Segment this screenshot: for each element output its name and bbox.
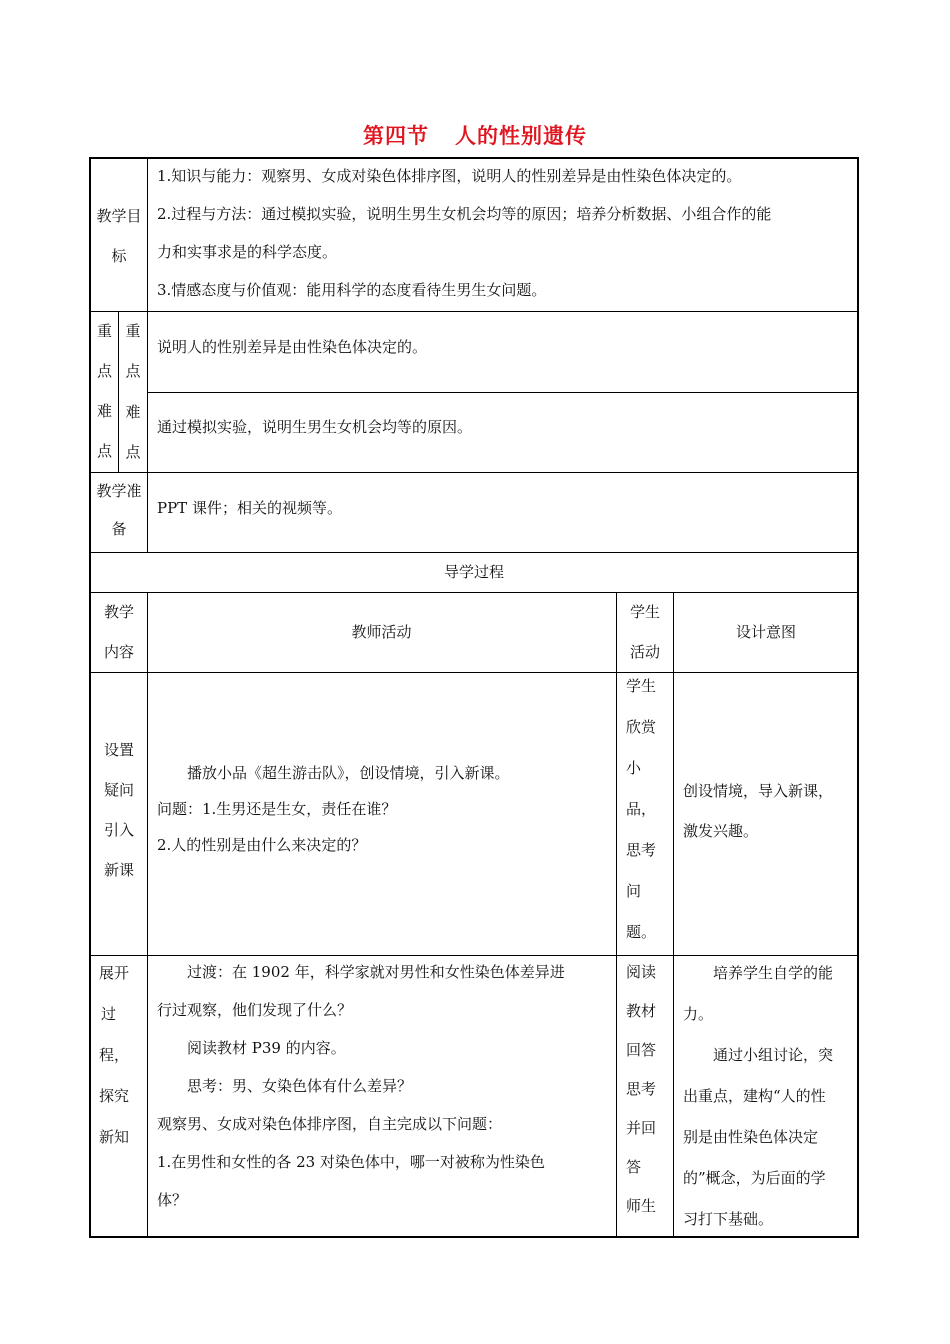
row-divider xyxy=(89,472,859,473)
column-header-student xyxy=(617,592,673,672)
header-line: 学生 xyxy=(629,603,660,621)
row1-content-line: 设置 xyxy=(103,741,134,759)
column-header-intent: 设计意图 xyxy=(735,623,796,641)
column-header-teacher: 教师活动 xyxy=(351,623,412,641)
title-topic: 人的性别遗传 xyxy=(455,123,587,148)
prep-label xyxy=(91,472,147,548)
row1-teacher-activity xyxy=(157,755,609,863)
row2-student-line: 思考 xyxy=(626,1080,657,1098)
keypoints-char: 点 xyxy=(96,362,112,380)
row2-intent-line: 别是由性染色体决定 xyxy=(683,1128,819,1146)
row1-design-intent xyxy=(683,771,855,851)
column-divider xyxy=(147,592,148,1238)
row1-content-line: 新课 xyxy=(103,861,134,879)
row2-intent-line: 通过小组讨论，突 xyxy=(713,1046,834,1064)
row2-teacher-line: 观察男、女成对染色体排序图，自主完成以下问题： xyxy=(157,1115,503,1133)
objective-2: 2.过程与方法：通过模拟实验，说明生男生女机会均等的原因；培养分析数据、小组合作的能 xyxy=(157,205,772,223)
row2-teacher-activity xyxy=(157,953,612,1219)
header-line: 活动 xyxy=(629,643,660,661)
objectives-content xyxy=(157,157,857,309)
row2-student-activity xyxy=(626,953,670,1226)
row2-content-line: 探究 xyxy=(99,1087,130,1105)
page-title xyxy=(0,120,950,150)
row2-teacher-line: 行过观察，他们发现了什么？ xyxy=(157,1001,353,1019)
row2-teacher-line: 1.在男性和女性的各 23 对染色体中，哪一对被称为性染色 xyxy=(157,1153,545,1171)
key-point-char: 重 xyxy=(125,322,141,340)
header-line: 内容 xyxy=(103,643,134,661)
difficult-point-text: 通过模拟实验，说明生男生女机会均等的原因。 xyxy=(157,418,473,436)
row2-content xyxy=(99,953,143,1158)
row2-teacher-line: 过渡：在 1902 年，科学家就对男性和女性染色体差异进 xyxy=(187,963,565,981)
row-divider xyxy=(89,672,859,673)
column-header-content xyxy=(91,592,147,672)
row2-intent-line: 力。 xyxy=(683,1005,714,1023)
keypoints-char: 重 xyxy=(96,322,112,340)
objective-1: 1.知识与能力：观察男、女成对染色体排序图，说明人的性别差异是由性染色体决定的。 xyxy=(157,167,742,185)
keypoints-char: 点 xyxy=(96,442,112,460)
difficult-point-char: 难 xyxy=(125,403,141,421)
row2-student-line: 答 xyxy=(626,1158,642,1176)
column-divider xyxy=(673,592,674,1238)
row2-content-line: 新知 xyxy=(99,1128,130,1146)
key-point-char: 点 xyxy=(125,362,141,380)
row1-intent-line: 创设情境，导入新课， xyxy=(683,782,834,800)
row2-teacher-line: 阅读教材 P39 的内容。 xyxy=(187,1039,346,1057)
difficult-point-label xyxy=(119,392,147,472)
objective-2-cont: 力和实事求是的科学态度。 xyxy=(157,243,338,261)
objective-3: 3.情感态度与价值观：能用科学的态度看待生男生女问题。 xyxy=(157,281,547,299)
row-divider xyxy=(89,311,859,312)
row1-student-line: 问 xyxy=(626,882,642,900)
row1-student-line: 题。 xyxy=(626,923,657,941)
key-point-label xyxy=(119,311,147,391)
row1-teacher-line: 2.人的性别是由什么来决定的？ xyxy=(157,836,367,854)
row1-teacher-line: 播放小品《超生游击队》，创设情境，引入新课。 xyxy=(187,764,510,782)
row2-teacher-line: 思考：男、女染色体有什么差异？ xyxy=(187,1077,413,1095)
row-divider xyxy=(89,592,859,593)
row2-student-line: 阅读 xyxy=(626,963,657,981)
row1-intent-line: 激发兴趣。 xyxy=(683,822,759,840)
objectives-label-line: 教学目 xyxy=(96,207,142,225)
prep-label-line: 备 xyxy=(111,520,127,538)
row2-content-line: 展开 xyxy=(99,964,130,982)
column-divider xyxy=(616,592,617,1238)
row1-student-line: 学生 xyxy=(626,677,657,695)
row2-student-line: 回答 xyxy=(626,1041,657,1059)
row2-student-line: 并回 xyxy=(626,1119,657,1137)
column-divider xyxy=(147,157,148,552)
row1-teacher-line: 问题：1.生男还是生女，责任在谁？ xyxy=(157,800,397,818)
prep-text: PPT 课件；相关的视频等。 xyxy=(157,499,342,517)
row2-student-line: 教材 xyxy=(626,1002,657,1020)
row2-intent-line: 的”概念，为后面的学 xyxy=(683,1169,826,1187)
row1-content-line: 引入 xyxy=(103,821,134,839)
objectives-label-line: 标 xyxy=(111,247,127,265)
row1-student-line: 小 xyxy=(626,759,642,777)
keypoints-char: 难 xyxy=(96,402,112,420)
row-divider xyxy=(147,392,859,393)
objectives-label xyxy=(91,196,147,276)
row1-content xyxy=(91,730,147,890)
prep-label-line: 教学准 xyxy=(96,482,142,500)
row2-intent-line: 培养学生自学的能 xyxy=(713,964,834,982)
row2-teacher-line: 体？ xyxy=(157,1191,188,1209)
row1-content-line: 疑问 xyxy=(103,781,134,799)
difficult-point-char: 点 xyxy=(125,443,141,461)
row1-student-line: 品， xyxy=(626,800,657,818)
row1-student-line: 思考 xyxy=(626,841,657,859)
title-section-number: 第四节 xyxy=(363,123,429,148)
row2-student-line: 师生 xyxy=(626,1197,657,1215)
process-header: 导学过程 xyxy=(443,563,504,581)
row1-student-activity xyxy=(626,666,670,953)
row2-intent-line: 出重点，建构“人的性 xyxy=(683,1087,826,1105)
key-point-text: 说明人的性别差异是由性染色体决定的。 xyxy=(157,338,428,356)
header-line: 教学 xyxy=(103,603,134,621)
row2-content-line: 过 xyxy=(101,1005,117,1023)
row1-student-line: 欣赏 xyxy=(626,718,657,736)
row2-content-line: 程， xyxy=(99,1046,130,1064)
row2-design-intent xyxy=(683,953,857,1240)
row2-intent-line: 习打下基础。 xyxy=(683,1210,774,1228)
keypoints-outer-label xyxy=(91,311,118,471)
